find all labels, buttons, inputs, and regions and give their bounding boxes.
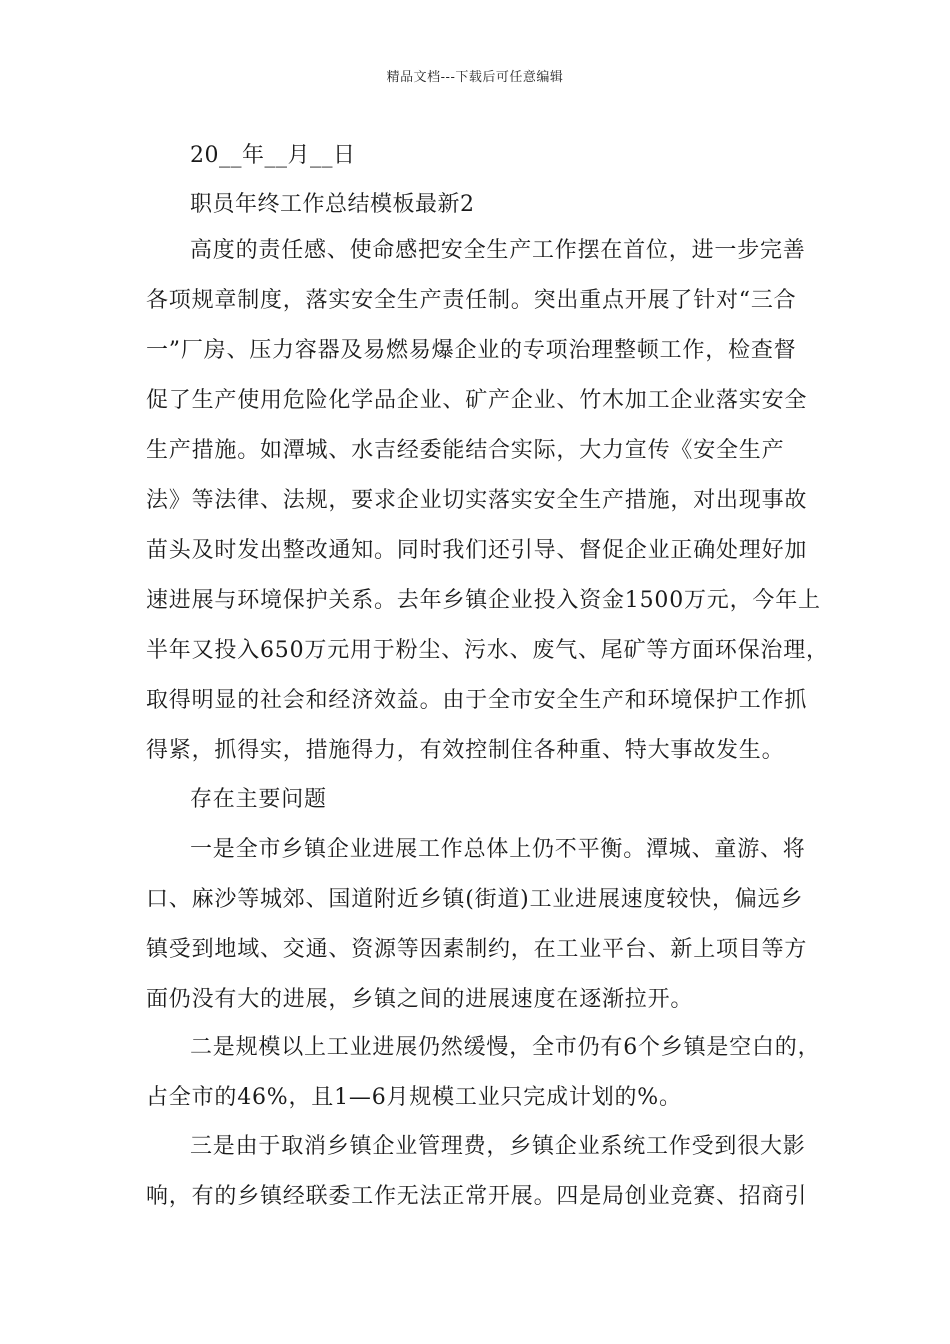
paragraph-line: 速进展与环境保护关系。去年乡镇企业投入资金1500万元，今年上: [146, 588, 821, 613]
paragraph-line: 各项规章制度，落实安全生产责任制。突出重点开展了针对“三合: [146, 288, 797, 313]
paragraph-line: 高度的责任感、使命感把安全生产工作摆在首位，进一步完善: [190, 238, 806, 263]
paragraph-line: 促了生产使用危险化学品企业、矿产企业、竹木加工企业落实安全: [146, 388, 808, 413]
paragraph-line: 生产措施。如潭城、水吉经委能结合实际，大力宣传《安全生产: [146, 438, 785, 463]
paragraph-5: [146, 1122, 806, 1222]
section-heading-text: 存在主要问题: [190, 787, 327, 812]
paragraph-line: 占全市的46%，且1—6月规模工业只完成计划的%。: [146, 1085, 682, 1110]
paragraph-line: 响，有的乡镇经联委工作无法正常开展。四是局创业竞赛、招商引: [146, 1184, 808, 1209]
paragraph-line: 半年又投入650万元用于粉尘、污水、废气、尾矿等方面环保治理，: [146, 638, 829, 663]
paragraph-line: 镇受到地域、交通、资源等因素制约，在工业平台、新上项目等方: [146, 937, 808, 962]
paragraph-line: 得紧，抓得实，措施得力，有效控制住各种重、特大事故发生。: [146, 738, 785, 763]
date-line: 20__年__月__日: [190, 143, 356, 168]
paragraph-line: 三是由于取消乡镇企业管理费，乡镇企业系统工作受到很大影: [190, 1134, 806, 1159]
section-heading: [146, 775, 806, 825]
paragraph-4: [146, 1023, 821, 1123]
document-title: 职员年终工作总结模板最新2: [190, 192, 475, 217]
paragraph-line: 面仍没有大的进展，乡镇之间的进展速度在逐渐拉开。: [146, 987, 694, 1012]
paragraph-line: 一是全市乡镇企业进展工作总体上仍不平衡。潭城、童游、将: [190, 837, 806, 862]
page-header: 精品文档---下载后可任意编辑: [386, 70, 564, 85]
paragraph-line: 口、麻沙等城郊、国道附近乡镇(街道)工业进展速度较快，偏远乡: [146, 887, 804, 912]
paragraph-line: 苗头及时发出整改通知。同时我们还引导、督促企业正确处理好加: [146, 538, 808, 563]
paragraph-line: 一”厂房、压力容器及易燃易爆企业的专项治理整顿工作，检查督: [146, 338, 797, 363]
paragraph-line: 法》等法律、法规，要求企业切实落实安全生产措施，对出现事故: [146, 488, 808, 513]
paragraph-line: 取得明显的社会和经济效益。由于全市安全生产和环境保护工作抓: [146, 688, 808, 713]
paragraph-3: [146, 825, 806, 1025]
paragraph-1: [146, 226, 829, 776]
paragraph-line: 二是规模以上工业进展仍然缓慢，全市仍有6个乡镇是空白的，: [190, 1035, 821, 1060]
